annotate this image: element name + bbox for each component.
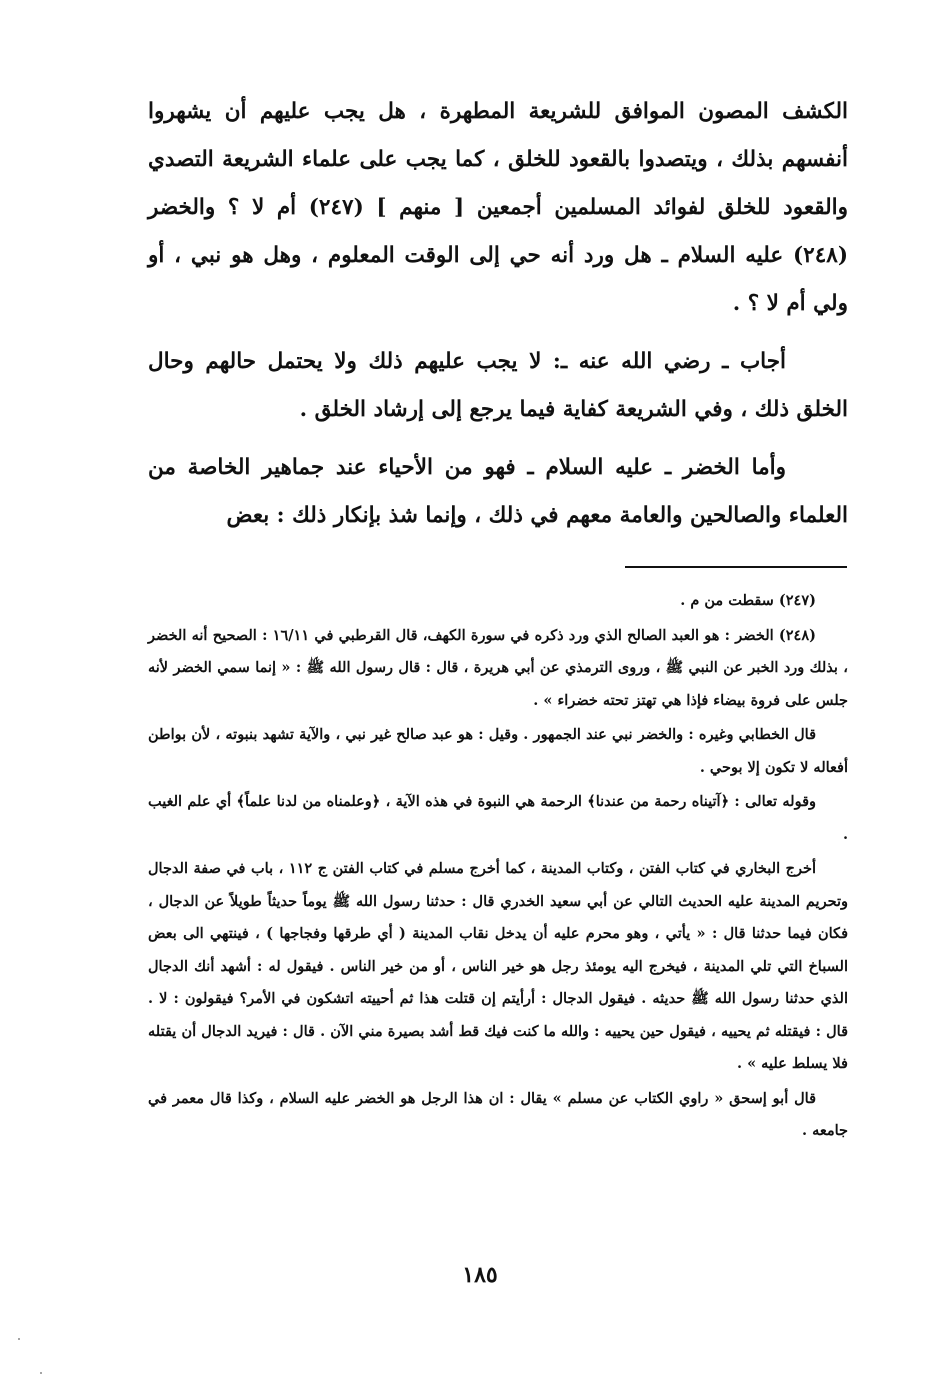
main-paragraph-1: الكشف المصون الموافق للشريعة المطهرة ، هل يجب عليهم أن يشهروا أنفسهم بذلك ، ويتصدوا بالقعود للخلق ، كما يجب على علماء الشريعة التصدي والقعود للخلق لفوائد المسلمين أجمعين [ منهم ] (٢٤٧) أم لا ؟ والخضر (٢٤٨) عليه السلام ـ هل ورد أنه حي إلى الوقت المعلوم ، وهل هو نبي ، أو ولي أم لا ؟ . bbox=[148, 99, 848, 316]
footnote-248-part-3: وقوله تعالى : ﴿آتيناه رحمة من عندنا﴾ الرحمة هي النبوة في هذه الآية ، ﴿وعلمناه من لدنا علماً﴾ أي علم الغيب . bbox=[148, 793, 848, 843]
main-text-body bbox=[148, 88, 848, 550]
footnote-248-part-4: أخرج البخاري في كتاب الفتن ، وكتاب المدينة ، كما أخرج مسلم في كتاب الفتن ج ١١٢ ، باب في صفة الدجال وتحريم المدينة عليه الحديث التالي عن أبي سعيد الخدري قال : حدثنا رسول الله ﷺ يوماً حديثاً طويلاً عن الدجال ، فكان فيما حدثنا قال : « يأتي ، وهو محرم عليه أن يدخل نقاب المدينة ( أي طرقها وفجاجها ) ، فينتهي الى بعض السباخ التي تلي المدينة ، فيخرج اليه يومئذ رجل هو خير الناس ، أو من خير الناس . فيقول له : أشهد أنك الدجال الذي حدثنا رسول الله ﷺ حديثه . فيقول الدجال : أرأيتم إن قتلت هذا ثم أحييته اتشكون في الأمر؟ فيقولون : لا . قال : فيقتله ثم يحييه ، فيقول حين يحييه : والله ما كنت فيك قط أشد بصيرة مني الآن . قال : فيريد الدجال أن يقتله فلا يسلط عليه » . bbox=[148, 860, 848, 1072]
main-paragraph-2: أجاب ـ رضي الله عنه ـ: لا يجب عليهم ذلك ولا يحتمل حالهم وحال الخلق ذلك ، وفي الشريعة كفاية فيما يرجع إلى إرشاد الخلق . bbox=[148, 349, 848, 422]
footnote-247: (٢٤٧) سقطت من م . bbox=[680, 592, 816, 609]
scan-speck bbox=[40, 1372, 42, 1374]
footnote-248-part-5: قال أبو إسحق « راوي الكتاب عن مسلم » يقال : ان هذا الرجل هو الخضر عليه السلام ، وكذا قال معمر في جامعه . bbox=[148, 1089, 848, 1139]
footnote-248-part-2: قال الخطابي وغيره : والخضر نبي عند الجمهور . وقيل : هو عبد صالح غير نبي ، والآية تشهد بنبوته ، لأن بواطن أفعاله لا تكون إلا بوحي . bbox=[148, 726, 848, 776]
footnote-separator-rule bbox=[625, 566, 847, 568]
page-number: ١٨٥ bbox=[462, 1262, 498, 1288]
scan-speck bbox=[18, 1338, 20, 1340]
footnotes-section bbox=[148, 585, 848, 1150]
footnote-248-part-1: (٢٤٨) الخضر : هو العبد الصالح الذي ورد ذكره في سورة الكهف، قال القرطبي في ١٦/١١ : الصحيح أنه الخضر ، بذلك ورد الخبر عن النبي ﷺ ، وروى الترمذي عن أبي هريرة ، قال : قال رسول الله ﷺ : « إنما سمي الخضر لأنه جلس على فروة بيضاء فإذا هي تهتز تحته خضراء » . bbox=[148, 626, 848, 709]
main-paragraph-3: وأما الخضر ـ عليه السلام ـ فهو من الأحياء عند جماهير الخاصة من العلماء والصالحين والعامة معهم في ذلك ، وإنما شذ بإنكار ذلك : بعض bbox=[148, 455, 848, 528]
